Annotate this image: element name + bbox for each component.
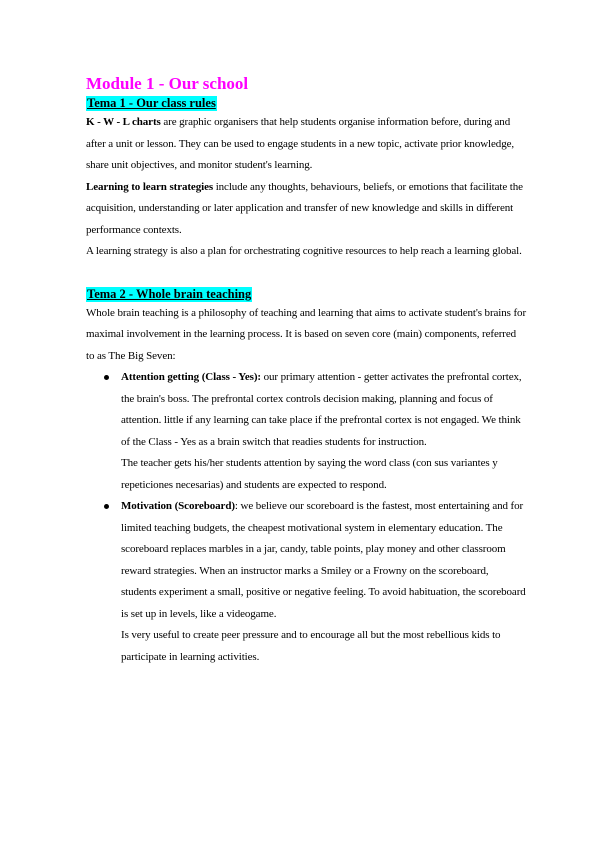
tema1-heading: Tema 1 - Our class rules (87, 96, 216, 110)
module-title: Module 1 - Our school (86, 74, 249, 93)
bullet-text: our primary attention - getter activates the prefrontal cortex, the brain's boss. The prefrontal cortex controls decision making, planning and focus of attention. little if any learning can take place if the prefrontal cortex is not engaged. We think of the Class - Yes as a brain switch that readies students for instruction. (121, 371, 522, 448)
learn-paragraph (86, 177, 526, 242)
bullet-extra: The teacher gets his/her students attention by saying the word class (con sus variantes y repeticiones necesarias) and students are expected to respond. (121, 457, 498, 491)
tema2-section (86, 285, 526, 669)
bullet-extra: Is very useful to create peer pressure and to encourage all but the most rebellious kids to participate in learning activities. (121, 629, 501, 663)
kwl-term: K - W - L charts (86, 116, 161, 128)
bullet-paragraph (121, 367, 526, 453)
bullet-term: Attention getting (Class - Yes): (121, 371, 261, 383)
bullet-text: : we believe our scoreboard is the fastest, most entertaining and for limited teaching budgets, the cheapest motivational system in elementary education. The scoreboard replaces marbles in a jar, candy, table points, play money and other classroom reward strategies. When an instructor marks a Smiley or a Frowny on the scoreboard, students experiment a small, positive or negative feeling. To avoid habituation, the scoreboard is set up in levels, like a videogame. (121, 500, 526, 620)
bullet-paragraph (121, 496, 526, 625)
list-item (86, 496, 526, 668)
tema1-section (86, 94, 526, 263)
learn-term: Learning to learn strategies (86, 180, 214, 193)
list-item (86, 367, 526, 496)
strategy-paragraph: A learning strategy is also a plan for orchestrating cognitive resources to help reach a learning global. (86, 245, 522, 257)
tema2-heading: Tema 2 - Whole brain teaching (87, 286, 252, 301)
big-seven-list (86, 367, 526, 668)
kwl-text: are graphic organisers that help students organise information before, during and after a unit or lesson. They can be used to engage students in a new topic, activate prior knowledge, share unit objectives, and monitor student's learning. (86, 116, 515, 171)
kwl-paragraph (86, 112, 526, 177)
wbt-intro: Whole brain teaching is a philosophy of teaching and learning that aims to activate student's brains for maximal involvement in the learning process. It is based on seven core (main) components, referred to as The Big Seven: (86, 306, 527, 362)
bullet-icon (104, 504, 109, 509)
learn-text: include any thoughts, behaviours, beliefs, or emotions that facilitate the acquisition, understanding or later application and transfer of new knowledge and skills in different performance contexts. (86, 180, 523, 236)
document-page (86, 74, 526, 668)
bullet-term: Motivation (Scoreboard) (121, 500, 235, 512)
section-spacer (86, 263, 526, 285)
bullet-icon (104, 375, 109, 380)
